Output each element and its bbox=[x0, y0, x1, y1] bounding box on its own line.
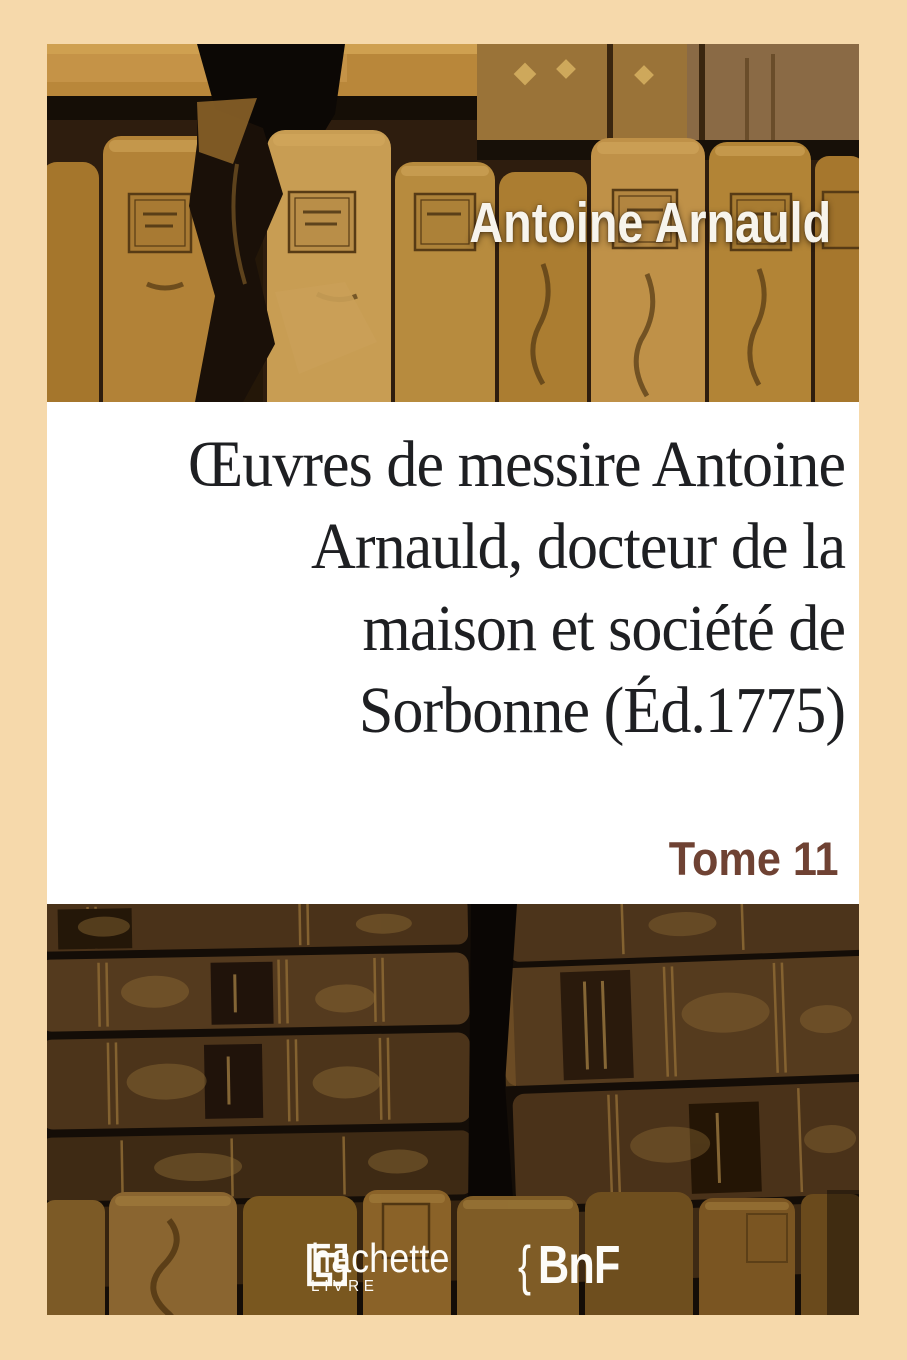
book-title bbox=[188, 424, 845, 752]
title-line: Œuvres de messire Antoine bbox=[187, 428, 845, 501]
author-name: Antoine Arnauld bbox=[469, 191, 831, 255]
hachette-wordmark: hachette bbox=[311, 1235, 450, 1281]
title-line: Arnauld, docteur de la bbox=[310, 510, 845, 583]
cover-inner bbox=[47, 44, 859, 1315]
bnf-wordmark: BnF bbox=[537, 1235, 620, 1295]
tome-number: Tome 11 bbox=[669, 832, 839, 885]
bottom-books-photo bbox=[47, 904, 859, 1315]
bnf-brace-glyph: { bbox=[518, 1235, 532, 1297]
title-band bbox=[47, 402, 859, 904]
bnf-logo bbox=[518, 1235, 639, 1297]
title-line: Sorbonne (Éd.1775) bbox=[358, 674, 845, 747]
publisher-logos bbox=[302, 1235, 640, 1297]
title-line: maison et société de bbox=[362, 592, 845, 665]
top-books-photo bbox=[47, 44, 859, 402]
hachette-livre-label: LIVRE bbox=[311, 1278, 379, 1295]
hachette-livre-logo bbox=[302, 1235, 468, 1296]
